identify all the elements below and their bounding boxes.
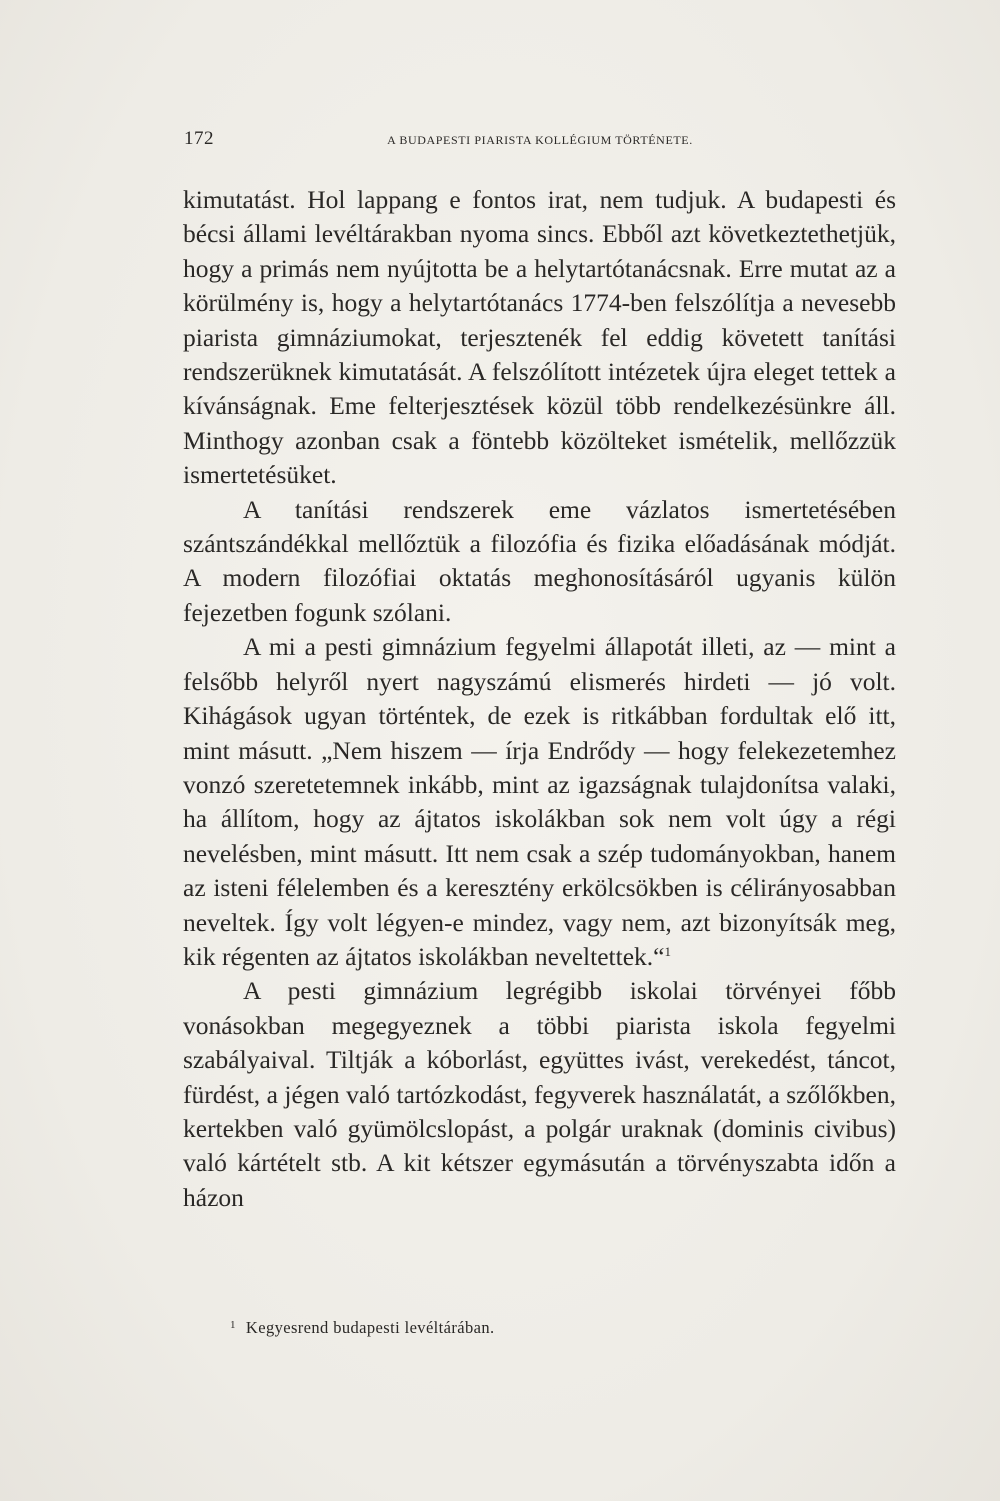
page-number: 172 [184, 128, 214, 149]
paragraph-continuation: kimutatást. Hol lappang e fontos irat, nem tudjuk. A budapesti és bécsi állami levéltárakban nyoma sincs. Ebből azt következtethetjük, hogy a primás nem nyújtotta be a helytartótanácsnak. Erre mutat az a körülmény is, hogy a helytartótanács 1774-ben felszólítja a nevesebb piarista gimnáziumokat, terjesztenék fel eddig követett tanítási rendszerüknek kimutatását. A felszólított intézetek újra eleget tettek a kívánságnak. Eme felterjesztések közül több rendelkezésünkre áll. Minthogy azonban csak a föntebb közölteket ismételik, mellőzzük ismertetésüket. [183, 185, 896, 490]
footnote-text: Kegyesrend budapesti levéltárában. [245, 1318, 495, 1337]
paragraph-school-rules: A pesti gimnázium legrégibb iskolai törvényei főbb vonásokban megegyeznek a többi piarista iskola fegyelmi szabályaival. Tiltják a kóborlást, együttes ivást, verekedést, táncot, fürdést, a jégen való tartózkodást, fegyverek használatát, a szőlőkben, kertekben való gyümölcslopást, a polgár uraknak (dominis civibus) való kártételt stb. A kit kétszer egymásután a törvényszabta időn a házon [183, 976, 896, 1212]
footnote [230, 1314, 830, 1339]
footnote-mark: 1 [230, 1319, 236, 1331]
running-head [184, 128, 896, 152]
body-text [183, 183, 896, 1215]
paragraph-discipline-text: A mi a pesti gimnázium fegyelmi állapotát illeti, az — mint a felsőbb helyről nyert nagyszámú elismerés hirdeti — jó volt. Kihágások ugyan történtek, de ezek is ritkábban fordultak elő itt, mint másutt. „Nem hiszem — írja Endrődy — hogy felekezetemhez vonzó szeretetemnek inkább, mint az igazságnak tulajdonítsa valaki, ha állítom, hogy az ájtatos iskolákban sok nem volt úgy a régi nevelésben, mint másutt. Itt nem csak a szép tudományokban, hanem az isteni félelemben és a keresztény erkölcsökben is célirányosabban neveltek. Így volt légyen-e mindez, vagy nem, azt bizonyítsák meg, kik régenten az ájtatos iskolákban neveltettek.“ [183, 632, 896, 971]
paragraph-discipline [183, 630, 896, 974]
running-title: A BUDAPESTI PIARISTA KOLLÉGIUM TÖRTÉNETE. [387, 133, 693, 147]
footnote-reference[interactable]: 1 [664, 943, 671, 959]
paragraph-teaching-systems: A tanítási rendszerek eme vázlatos ismertetésében szántszándékkal mellőztük a filozófia és fizika előadásának módját. A modern filozófiai oktatás meghonosításáról ugyanis külön fejezetben fogunk szólani. [183, 494, 896, 627]
